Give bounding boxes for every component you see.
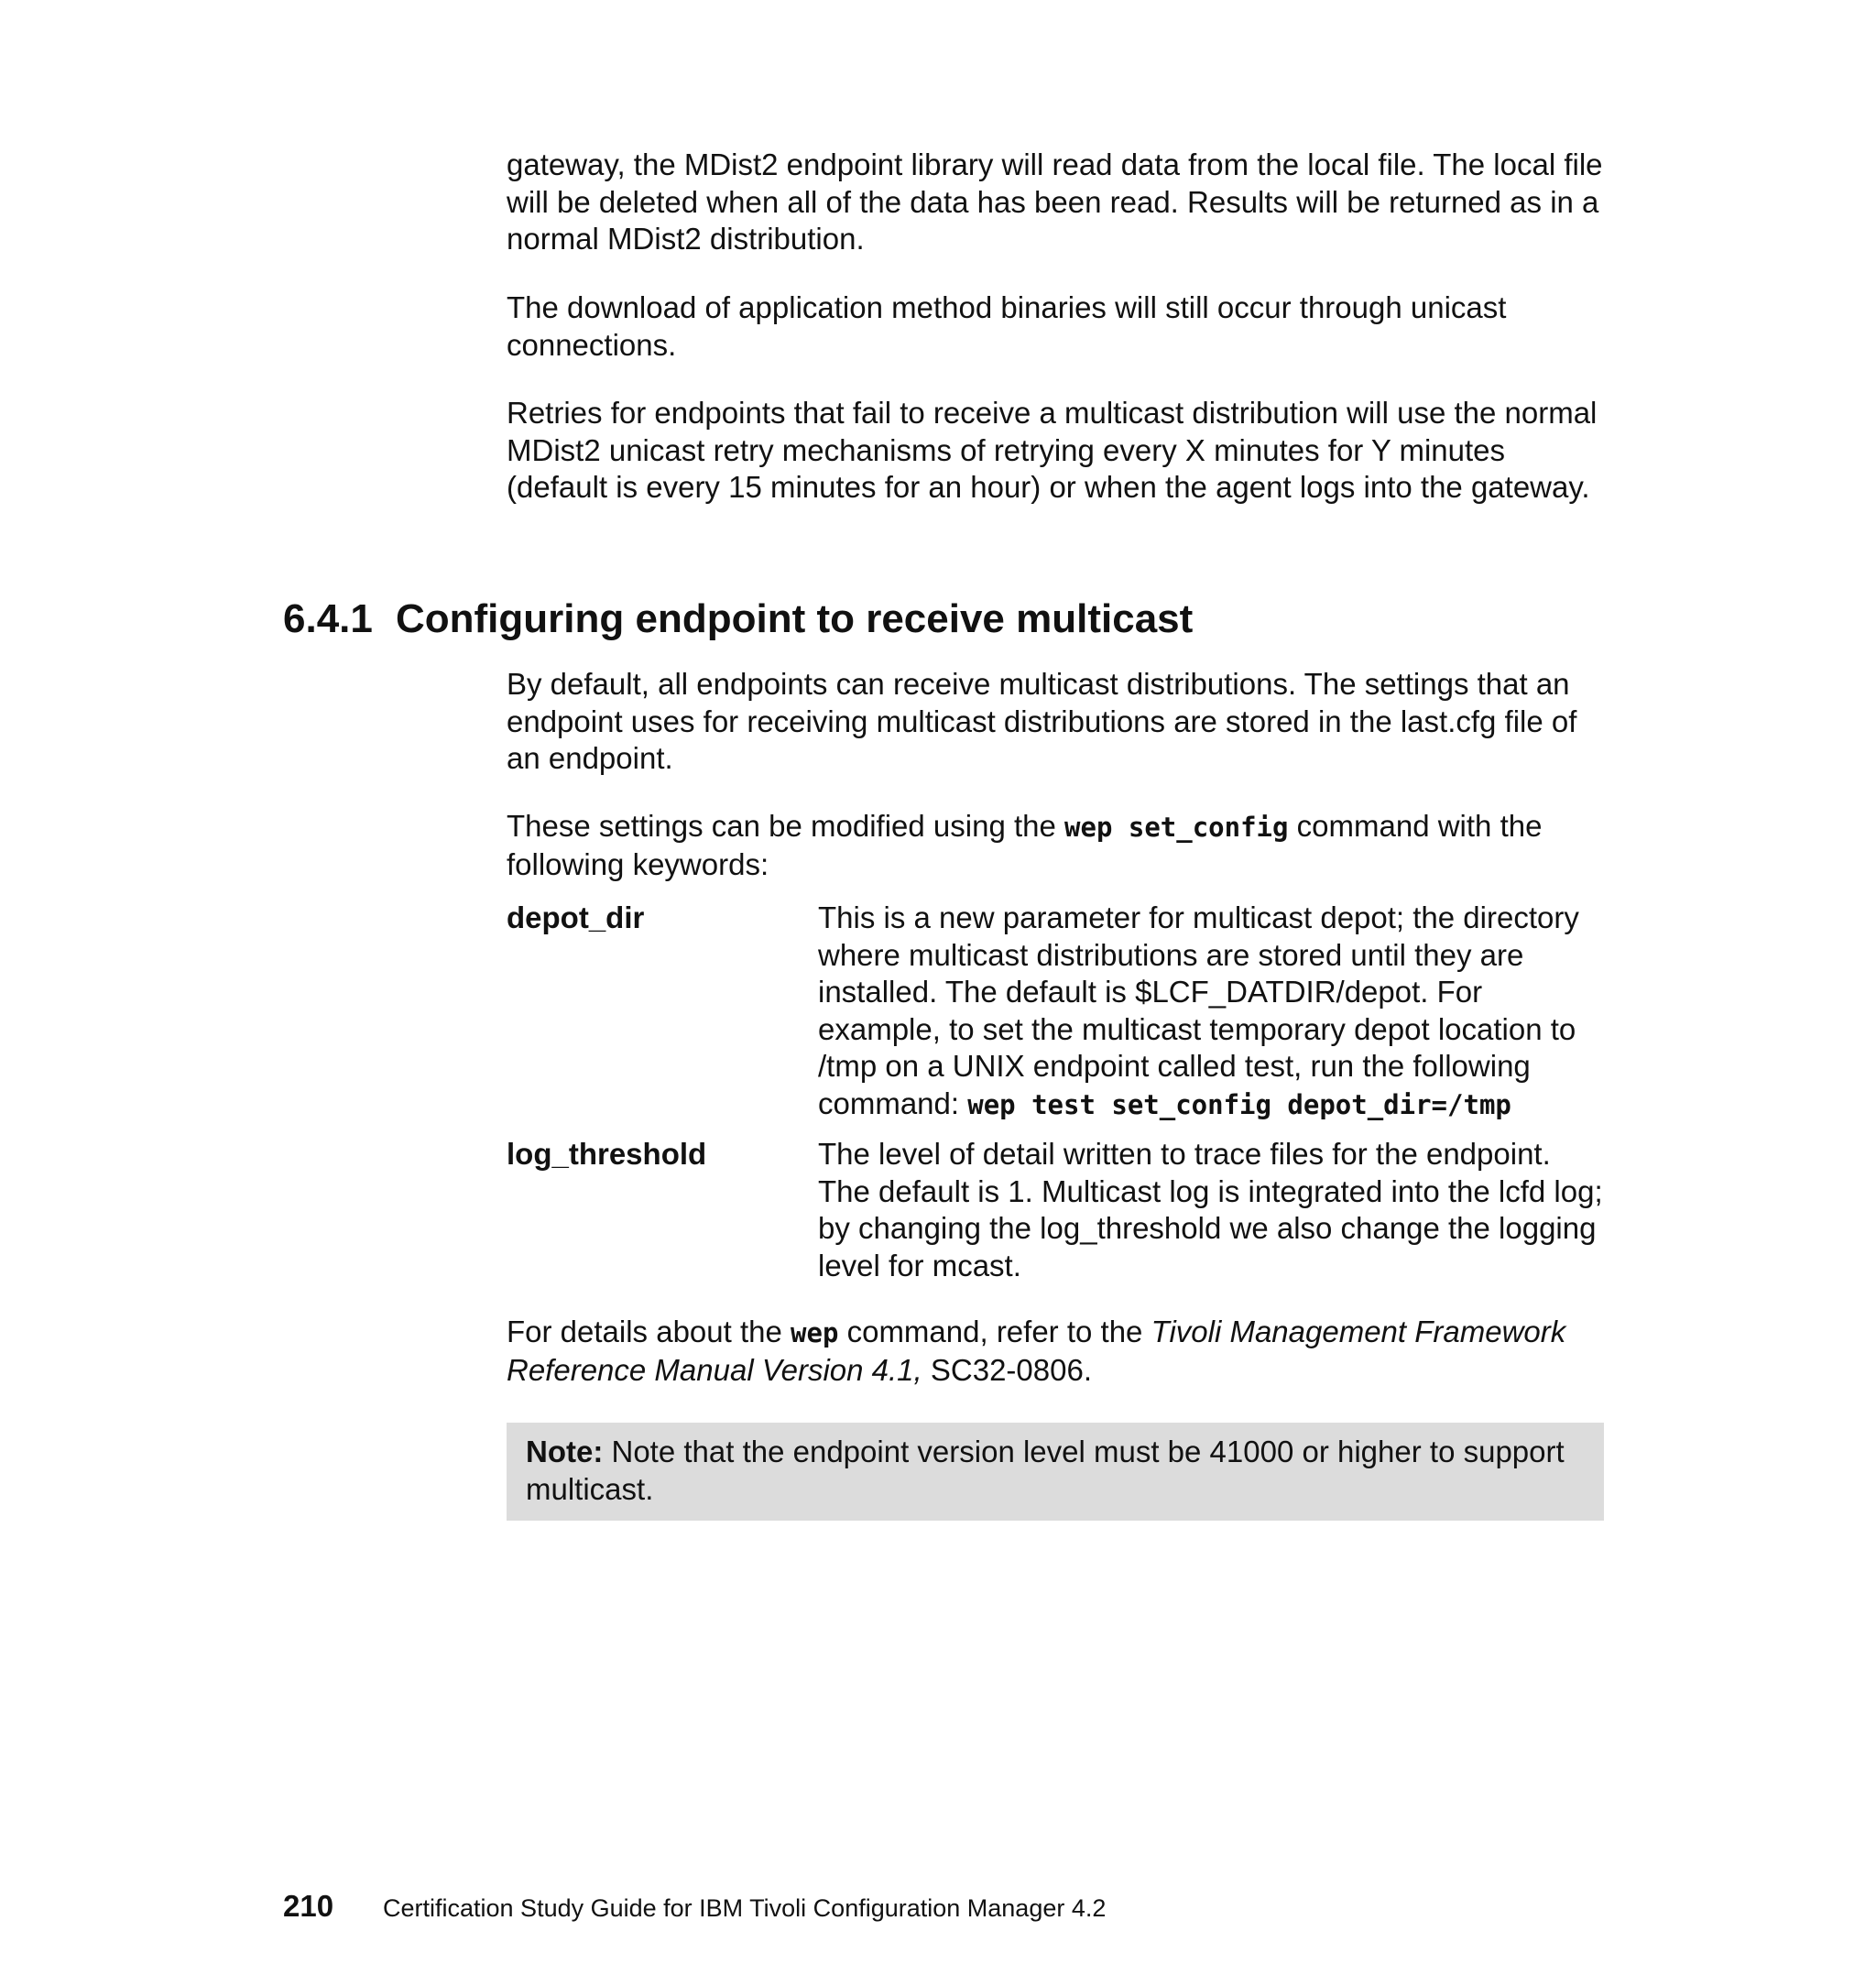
details-text-middle: command, refer to the [838,1315,1151,1348]
details-text-after: SC32-0806. [922,1352,1092,1387]
paragraph-retries: Retries for endpoints that fail to receive a multicast distribution will use the normal MDist2 unicast retry mechanisms of retrying every X minutes for Y minutes (default is every 15 minutes for an hour) or when the agent logs into the gateway. [507,396,1598,504]
definition-term: log_threshold [507,1137,707,1171]
note-label: Note: [526,1435,604,1468]
definition-description [818,900,1606,1123]
settings-text-after: command with the following keywords: [507,809,1543,881]
inline-code-wep: wep [791,1317,839,1348]
note-body: Note that the endpoint version level must be 41000 or higher to support multicast. [526,1435,1565,1506]
definition-text: This is a new parameter for multicast depot; the directory where multicast distributions are stored until they are installed. The default is $LCF_DATDIR/depot. For example, to set the multicast temporary depot location to /tmp on a UNIX endpoint called test, run the following command: [818,900,1579,1120]
definition-term: depot_dir [507,900,645,934]
section-heading [283,594,1193,645]
page-footer [283,1889,1106,1924]
note-box [507,1423,1604,1521]
paragraph-download-binaries: The download of application method binaries will still occur through unicast connections. [507,290,1507,362]
note-text [526,1434,1588,1508]
inline-code-wep-set-config: wep set_config [1064,812,1289,843]
book-title: Certification Study Guide for IBM Tivoli Configuration Manager 4.2 [383,1894,1107,1922]
definition-description: The level of detail written to trace files for the endpoint. The default is 1. Multicast log is integrated into the lcfd log; by changing the log_threshold we also change the logging level for mcast. [818,1137,1603,1282]
section-number: 6.4.1 [283,596,373,641]
paragraph-gateway-read: gateway, the MDist2 endpoint library will read data from the local file. The local file will be deleted when all of the data has been read. Results will be returned as in a normal MDist2 distribution. [507,147,1603,256]
page-number: 210 [283,1889,334,1923]
manual-title: Tivoli Management Framework Reference Manual Version 4.1, [507,1315,1566,1387]
paragraph-wep-details [507,1314,1606,1389]
settings-text-before: These settings can be modified using the [507,809,1065,843]
paragraph-default-endpoints: By default, all endpoints can receive multicast distributions. The settings that an endpoint uses for receiving multicast distributions are stored in the last.cfg file of an endpoint. [507,667,1577,775]
details-text-before: For details about the [507,1315,791,1348]
section-title: Configuring endpoint to receive multicast [396,596,1194,641]
paragraph-settings-modified [507,808,1606,883]
inline-code-depot-command: wep test set_config depot_dir=/tmp [967,1088,1511,1120]
